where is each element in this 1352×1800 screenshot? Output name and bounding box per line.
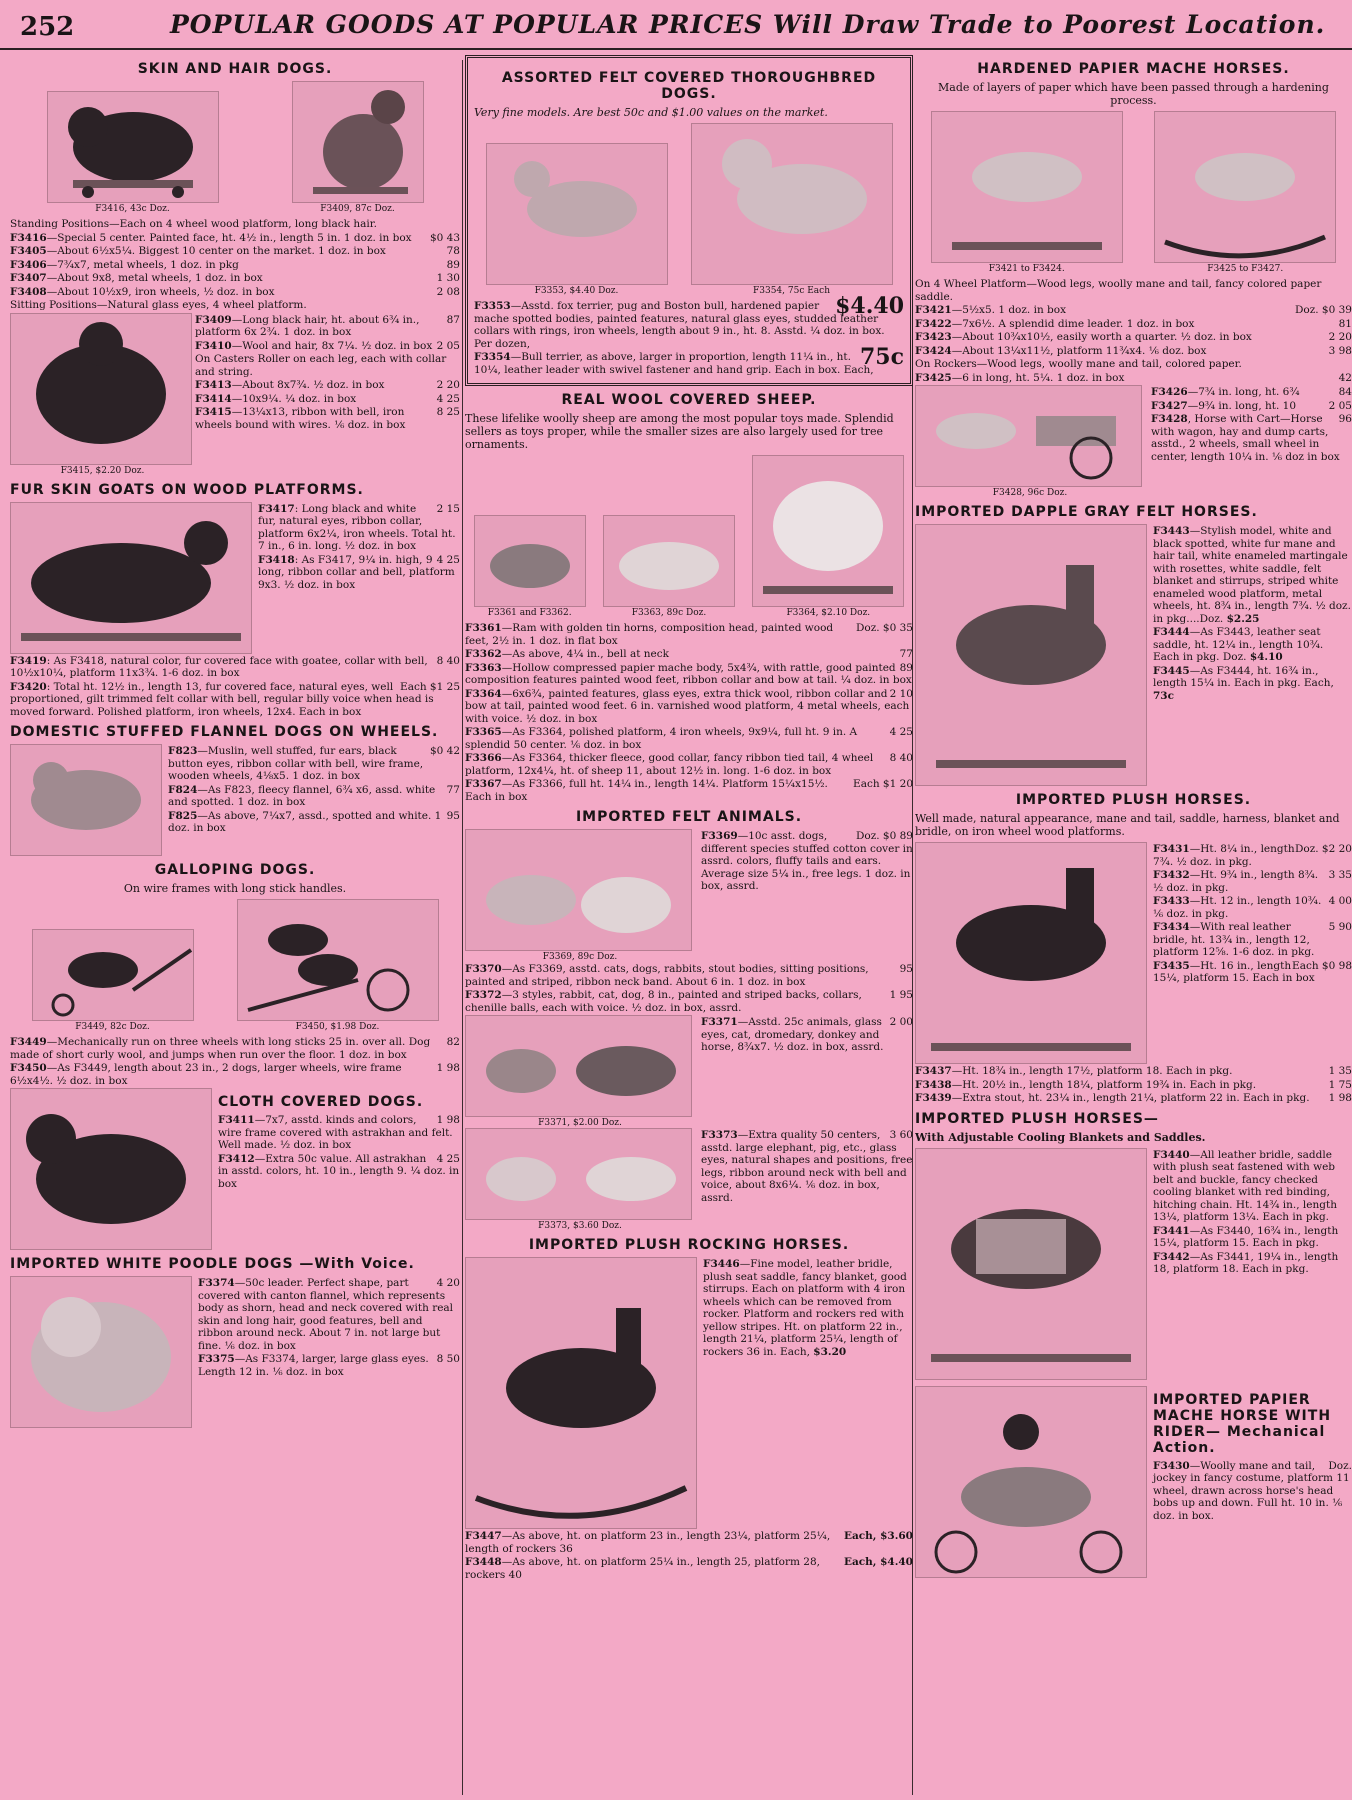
section-heading: IMPORTED FELT ANIMALS. <box>575 809 803 825</box>
list-item: 77 F824—As F823, fleecy flannel, 6¾ x6, assd. white and spotted. 1 doz. in box <box>168 783 460 808</box>
list-item: Each $0 98 F3435—Ht. 16 in., length 15¼, platform 15. Each in box <box>1153 959 1352 984</box>
list-item: 8 40 F3366—As F3364, thicker fleece, good collar, fancy ribbon tied tail, 4 wheel platform, 12x4¼, ht. of sheep 11, about 12½ in. long. 1-6 doz. in box <box>465 752 913 777</box>
featured-box <box>465 55 913 386</box>
section-heading: GALLOPING DOGS. <box>154 862 316 878</box>
list-item: $0 42 F823—Muslin, well stuffed, fur ears, black button eyes, ribbon collar with bell, wire frame, wooden wheels, 4⅛x5. 1 doz. in box <box>168 745 460 782</box>
poodle-illustration <box>10 1276 192 1428</box>
figure-caption: F3373, $3.60 Doz. <box>538 1221 622 1231</box>
section-subtitle: On wire frames with long stick handles. <box>123 882 347 895</box>
list-item: 2 00 F3371—Asstd. 25c animals, glass eyes, cat, dromedary, donkey and horse, 8¾x7. ½ doz. in box, assrd. <box>701 1016 913 1053</box>
plush-horse-illustration <box>915 842 1147 1064</box>
column-1 <box>10 55 460 1795</box>
galloping-dog-illustration <box>32 929 194 1021</box>
list-item: F3446—Fine model, leather bridle, plush seat saddle, fancy blanket, good stirrups. Each on platform with 4 iron wheels which can be removed from rocker. Platform and rockers red with yellow stripes. Ht. on platform 22 in., length 21¼, platform 25¼, length of rockers 36 in. Each, $3.20 <box>703 1258 907 1358</box>
list-item: 95 F825—As above, 7¼x7, assd., spotted and white. 1 doz. in box <box>168 809 460 834</box>
list-item: 4 25 F3365—As F3364, polished platform, 4 iron wheels, 9x9¼, full ht. 9 in. A splendid 50 center. ⅙ doz. in box <box>465 726 913 751</box>
section-subtitle: Very fine models. Are best 50c and $1.00 values on the market. <box>474 106 828 119</box>
list-item: 1 98 F3439—Extra stout, ht. 23¼ in., length 21¼, platform 22 in. Each in pkg. <box>915 1092 1352 1104</box>
list-item: 87 F3409—Long black hair, ht. about 6¾ in., platform 6x 2¾. 1 doz. in box <box>195 313 460 338</box>
sheep-illustration <box>603 515 735 607</box>
blanket-horse-illustration <box>915 1148 1147 1380</box>
list-item: Doz. $0 39 F3421—5½x5. 1 doz. in box <box>915 304 1352 316</box>
section-heading: DOMESTIC STUFFED FLANNEL DOGS ON WHEELS. <box>10 724 439 740</box>
horse-rider-illustration <box>915 1386 1147 1578</box>
list-item: Each, $3.60 F3447—As above, ht. on platform 23 in., length 23¼, platform 25¼, length of rockers 36 <box>465 1530 913 1555</box>
item-list <box>10 232 460 299</box>
section-subtitle: Made of layers of paper which have been passed through a hardening process. <box>938 81 1329 107</box>
list-item: 89 F3406—7¾x7, metal wheels, 1 doz. in pkg <box>10 258 460 271</box>
list-item: Doz. F3430—Woolly mane and tail, jockey in fancy costume, platform 11 wheel, drawn across horse's head bobs up and down. Full ht. 10 in. ⅙ doz. in box. <box>1153 1459 1352 1522</box>
section-heading: IMPORTED PLUSH HORSES. <box>1015 792 1252 808</box>
section-heading: IMPORTED PAPIER MACHE HORSE WITH RIDER— Mechanical Action. <box>1153 1391 1332 1456</box>
list-item: 5 90 F3434—With real leather bridle, ht. 13¾ in., length 12, platform 12⅝. 1-6 doz. in pkg. <box>1153 921 1352 958</box>
list-item: 4 25 F3414—10x9¼. ¼ doz. in box <box>195 392 460 405</box>
section-heading: IMPORTED PLUSH ROCKING HORSES. <box>528 1237 850 1253</box>
list-item: F3440—All leather bridle, saddle with plush seat fastened with web belt and buckle, fancy checked cooling blanket with red binding, hitching chain. Ht. 14¾ in., length 13¼, platform 13¼. Each in pkg. <box>1153 1148 1337 1223</box>
bull-terrier-illustration <box>691 123 893 285</box>
figure-caption: F3450, $1.98 Doz. <box>295 1022 380 1032</box>
list-item: 4 00 F3433—Ht. 12 in., length 10¾. ⅙ doz. in pkg. <box>1153 895 1352 920</box>
list-item: F3444—As F3443, leather seat saddle, ht. 12¼ in., length 10¾. Each in pkg. Doz. $4.10 <box>1153 626 1324 663</box>
section-intro: Sitting Positions—Natural glass eyes, 4 wheel platform. <box>10 299 307 311</box>
list-item: 84 F3426—7¾ in. long, ht. 6¾ <box>1151 386 1352 398</box>
list-item: 4 25 F3412—Extra 50c value. All astrakhan in asstd. colors, ht. 10 in., length 9. ¼ doz. in box <box>218 1152 460 1190</box>
section-heading: IMPORTED DAPPLE GRAY FELT HORSES. <box>915 504 1258 520</box>
list-item: Each $1 20 F3367—As F3366, full ht. 14¼ in., length 14¼. Platform 15¼x15½. Each in box <box>465 778 913 803</box>
dog-illustration <box>10 313 192 465</box>
section-heading: SKIN AND HAIR DOGS. <box>137 61 333 77</box>
section-heading: FUR SKIN GOATS ON WOOD PLATFORMS. <box>10 481 364 498</box>
terrier-illustration <box>486 143 668 285</box>
horse-illustration <box>1154 111 1336 263</box>
list-item: Doz. $0 89 F3369—10c asst. dogs, different species stuffed cotton cover in assrd. colors, fluffy tails and ears. Average size 5¼ in., free legs. 1 doz. in box, assrd. <box>701 830 913 892</box>
list-item: 2 15 F3417: Long black and white fur, natural eyes, ribbon collar, platform 6x2¼, iron wheels. Total ht. 7 in., 6 in. long. ½ doz. in box <box>258 502 460 552</box>
felt-animals-illustration <box>465 1128 692 1220</box>
list-item: On Casters Roller on each leg, each with collar and string. <box>195 353 447 378</box>
list-item: 4 20 F3374—50c leader. Perfect shape, part covered with canton flannel, which represents body as shorn, head and neck covered with real skin and long hair, good features, bell and ribbon around neck. About 7 in. not large but fine. ⅙ doz. in box <box>198 1277 460 1352</box>
section-subtitle: These lifelike woolly sheep are among the most popular toys made. Splendid sellers as toys proper, while the smaller sizes are also largely used for tree ornaments. <box>465 412 894 451</box>
list-item: 8 25 F3415—13¼x13, ribbon with bell, iron wheels bound with wires. ⅙ doz. in box <box>195 406 460 431</box>
running-title: POPULAR GOODS AT POPULAR PRICES Will Draw Trade to Poorest Location. <box>170 10 1326 39</box>
column-2 <box>465 55 913 1795</box>
section-heading: HARDENED PAPIER MACHE HORSES. <box>977 61 1290 77</box>
section-intro: Standing Positions—Each on 4 wheel wood platform, long black hair. <box>10 218 377 230</box>
list-item: 78 F3405—About 6½x5¼. Biggest 10 center on the market. 1 doz. in box <box>10 245 460 257</box>
list-item: 2 10 F3364—6x6¾, painted features, glass eyes, extra thick wool, ribbon collar and bow at tail, painted wood feet. 6 in. varnished wood platform, 4 metal wheels, each with voice. ½ doz. in box <box>465 687 913 725</box>
list-item: Each $1 25 F3420: Total ht. 12½ in., length 13, fur covered face, natural eyes, well proportioned, gilt trimmed felt collar with bell, regular billy voice when head is moved forward. Polished platform, iron wheels, 12x4. Each in box <box>10 680 460 718</box>
list-item: 77 F3362—As above, 4¼ in., bell at neck <box>465 648 913 660</box>
dog-illustration <box>10 744 162 856</box>
list-item: 2 05 F3427—9¾ in. long, ht. 10 <box>1151 399 1352 412</box>
list-item: 8 40 F3419: As F3418, natural color, fur covered face with goatee, collar with bell, 10½x10¼, platform 11x3¾. 1-6 doz. in box <box>10 654 460 679</box>
page-header <box>0 0 1352 50</box>
sheep-illustration <box>474 515 586 607</box>
figure-caption: F3425 to F3427. <box>1207 264 1284 274</box>
list-item: 3 98 F3424—About 13¼x11½, platform 11¾x4. ⅙ doz. box <box>915 344 1352 357</box>
galloping-dog-illustration <box>237 899 439 1021</box>
sheep-illustration <box>752 455 904 607</box>
list-item: $0 43 F3416—Special 5 center. Painted face, ht. 4½ in., length 5 in. 1 doz. in box <box>10 231 460 244</box>
list-item: 3 60 F3373—Extra quality 50 centers, asstd. large elephant, pig, etc., glass eyes, natural shapes and positions, free legs, ribbon around neck with bell and voice, about 8x6¼. ⅙ doz. in box, assrd. <box>701 1129 913 1204</box>
list-item: 42 F3425—6 in long, ht. 5¼. 1 doz. in box <box>915 371 1352 384</box>
figure-caption: F3371, $2.00 Doz. <box>538 1118 622 1128</box>
list-item: Doz. $2 20 F3431—Ht. 8¼ in., length 7¾. ½ doz. in pkg. <box>1153 843 1352 868</box>
list-item: 1 75 F3438—Ht. 20½ in., length 18¼, platform 19¾ in. Each in pkg. <box>915 1078 1352 1091</box>
section-heading: REAL WOOL COVERED SHEEP. <box>561 392 817 408</box>
goat-illustration <box>10 502 252 654</box>
list-item: 95 F3370—As F3369, asstd. cats, dogs, rabbits, stout bodies, sitting positions, painted and striped, ribbon neck band. About 6 in. 1 doz. in box <box>465 963 913 988</box>
list-item: Each, $4.40 F3448—As above, ht. on platform 25¼ in., length 25, platform 28, rockers 40 <box>465 1556 913 1581</box>
list-item: On Rockers—Wood legs, woolly mane and tail, colored paper. <box>915 358 1242 370</box>
horse-cart-illustration <box>915 385 1142 487</box>
figure-caption: F3353, $4.40 Doz. <box>534 286 619 296</box>
rocking-horse-illustration <box>465 1257 697 1529</box>
section-intro: On 4 Wheel Platform—Wood legs, woolly mane and tail, fancy colored paper saddle. <box>915 278 1322 303</box>
section-heading: IMPORTED WHITE POODLE DOGS —With Voice. <box>10 1256 415 1272</box>
list-item: 4 25 F3418: As F3417, 9¼ in. high, 9 long, ribbon collar and bell, platform 9x3. ½ doz. in box <box>258 553 460 591</box>
figure-caption: F3415, $2.20 Doz. <box>60 465 145 476</box>
list-item: 82 F3449—Mechanically run on three wheels with long sticks 25 in. over all. Dog made of short curly wool, and jumps when run over the floor. 1 doz. in box <box>10 1036 460 1061</box>
list-item: $4.40 F3353—Asstd. fox terrier, pug and Boston bull, hardened papier mache spotted bodies, painted features, natural glass eyes, studded leather collars with rings, iron wheels, length about 9 in., ht. 8. Asstd. ¼ doz. in box. Per dozen, <box>474 293 904 350</box>
figure-caption: F3354, 75c Each <box>753 286 830 296</box>
section-heading: ASSORTED FELT COVERED THOROUGHBRED DOGS. <box>501 70 877 102</box>
list-item: 2 08 F3408—About 10½x9, iron wheels, ½ doz. in box <box>10 285 460 298</box>
page-number: 252 <box>20 12 75 42</box>
list-item: 1 35 F3437—Ht. 18¾ in., length 17½, platform 18. Each in pkg. <box>915 1065 1352 1077</box>
list-item: 1 30 F3407—About 9x8, metal wheels, 1 doz. in box <box>10 272 460 284</box>
list-item: F3445—As F3444, ht. 16¾ in., length 15¼ in. Each in pkg. Each, 73c <box>1153 664 1334 702</box>
dog-illustration <box>292 81 424 203</box>
figure-caption: F3428, 96c Doz. <box>992 488 1068 498</box>
figure-caption: F3369, 89c Doz. <box>542 952 618 962</box>
list-item: F3443—Stylish model, white and black spotted, white fur mane and hair tail, white enameled martingale with rosettes, white saddle, felt blanket and stirrups, striped white enameled wood platform, metal wheels, ht. 8¾ in., length 7¾. ½ doz. in pkg....Doz. $2.25 <box>1153 525 1351 625</box>
column-divider <box>462 60 463 1795</box>
list-item: F3441—As F3440, 16¾ in., length 15¼, platform 15. Each in pkg. <box>1153 1224 1339 1249</box>
list-item: 96 F3428, Horse with Cart—Horse with wagon, hay and dump carts, asstd., 2 wheels, small wheel in center, length 10¼ in. ⅙ doz in box <box>1151 413 1352 463</box>
figure-caption: F3364, $2.10 Doz. <box>786 608 871 618</box>
list-item: 1 98 F3450—As F3449, length about 23 in., 2 dogs, larger wheels, wire frame 6½x4½. ½ doz. in box <box>10 1062 460 1087</box>
list-item: 2 20 F3413—About 8x7¾. ½ doz. in box <box>195 379 460 391</box>
list-item: Doz. $0 35 F3361—Ram with golden tin horns, composition head, painted wood feet, 2½ in. 1 doz. in flat box <box>465 622 913 647</box>
dog-illustration <box>47 91 219 203</box>
section-heading: CLOTH COVERED DOGS. <box>218 1094 424 1110</box>
list-item: F3442—As F3441, 19¼ in., length 18, platform 18. Each in pkg. <box>1153 1250 1339 1275</box>
section-subtitle: With Adjustable Cooling Blankets and Saddles. <box>915 1130 1206 1144</box>
section-subtitle: Well made, natural appearance, mane and tail, saddle, harness, blanket and bridle, on iron wheel wood platforms. <box>915 812 1340 838</box>
list-item: 75c F3354—Bull terrier, as above, larger in proportion, length 11¼ in., ht. 10¼, leather leader with swivel fastener and hand grip. Each in box. Each, <box>474 344 904 376</box>
figure-caption: F3363, 89c Doz. <box>631 608 707 618</box>
dapple-horse-illustration <box>915 524 1147 786</box>
figure-caption: F3449, 82c Doz. <box>75 1022 150 1032</box>
figure-caption: F3409, 87c Doz. <box>320 204 395 214</box>
column-3 <box>915 55 1352 1795</box>
list-item: 8 50 F3375—As F3374, larger, large glass eyes. Length 12 in. ⅙ doz. in box <box>198 1353 460 1378</box>
felt-animals-illustration <box>465 1015 692 1117</box>
figure-caption: F3361 and F3362. <box>487 608 572 618</box>
list-item: 1 98 F3411—7x7, asstd. kinds and colors, wire frame covered with astrakhan and felt. Well made. ½ doz. in box <box>218 1114 460 1151</box>
list-item: 2 20 F3423—About 10¾x10½, easily worth a quarter. ½ doz. in box <box>915 331 1352 343</box>
list-item: 89 F3363—Hollow compressed papier mache body, 5x4¾, with rattle, good painted composition features painted wood feet, ribbon collar and bow at tail. ¼ doz. in box <box>465 661 913 686</box>
section-heading: IMPORTED PLUSH HORSES— <box>915 1110 1159 1127</box>
list-item: 1 95 F3372—3 styles, rabbit, cat, dog, 8 in., painted and striped backs, collars, chenille balls, each with voice. ½ doz. in box, assrd. <box>465 989 913 1014</box>
horse-illustration <box>931 111 1123 263</box>
list-item: 3 35 F3432—Ht. 9¾ in., length 8¾. ½ doz. in pkg. <box>1153 869 1352 894</box>
list-item: 2 05 F3410—Wool and hair, 8x 7¼. ½ doz. in box <box>195 339 460 352</box>
figure-caption: F3421 to F3424. <box>988 264 1065 274</box>
dog-illustration <box>10 1088 212 1250</box>
figure-caption: F3416, 43c Doz. <box>95 204 170 214</box>
felt-animals-illustration <box>465 829 692 951</box>
list-item: 81 F3422—7x6½. A splendid dime leader. 1 doz. in box <box>915 317 1352 330</box>
